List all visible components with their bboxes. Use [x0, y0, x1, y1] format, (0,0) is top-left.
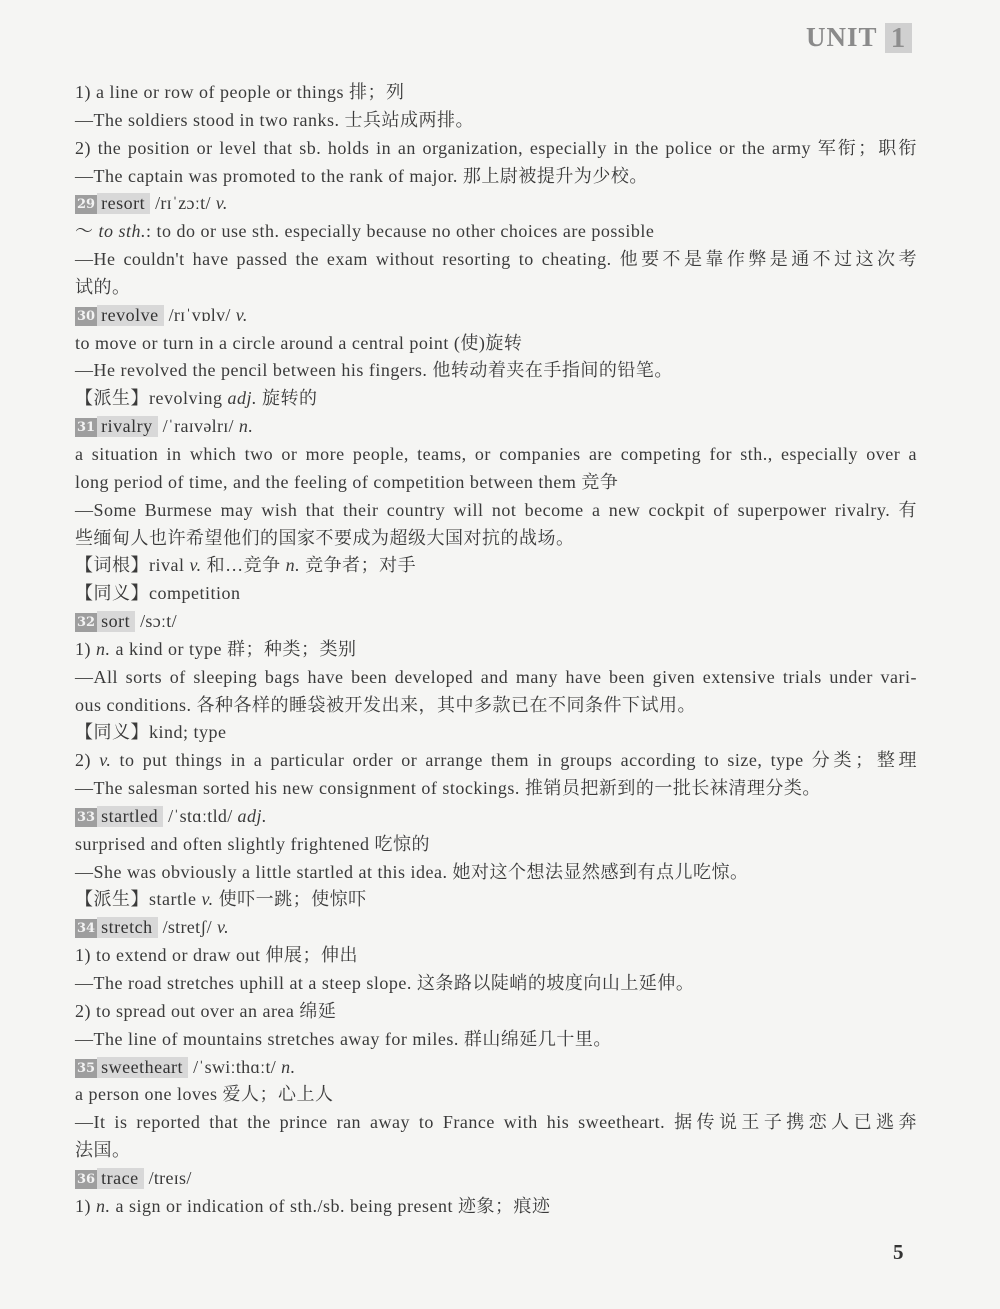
- synonym-tag: 【同义】: [75, 722, 149, 743]
- example-sentence: —The soldiers stood in two ranks. 士兵站成两排。: [75, 109, 474, 130]
- example-sentence: —Some Burmese may wish that their country will not become a new cockpit of superpower rivalry. 有: [75, 499, 917, 520]
- phonetic: /ˈstɑːtld/: [168, 805, 233, 826]
- sense-number: 1): [75, 945, 91, 966]
- synonym-line: [75, 580, 917, 608]
- derivative-line: [75, 886, 917, 914]
- headword: resort: [97, 193, 150, 214]
- sense-number: 2): [75, 137, 91, 158]
- sense-number: 1): [75, 638, 91, 659]
- part-of-speech: n.: [285, 555, 301, 576]
- phonetic: /ˈraɪvəlrɪ/: [162, 416, 234, 437]
- entry-headword-row: [75, 1054, 917, 1082]
- synonym-tag: 【同义】: [75, 583, 149, 604]
- sense-definition: to put things in a particular order or arrange them in groups according to size, type 分类；整理: [119, 750, 917, 771]
- root-meaning: 竞争者；对手: [305, 555, 417, 576]
- part-of-speech: adj.: [227, 388, 258, 409]
- part-of-speech: n.: [96, 1195, 111, 1216]
- synonym-words: competition: [149, 583, 241, 604]
- usage-pattern: to sth.: [98, 221, 147, 242]
- root-tag: 【词根】: [75, 555, 149, 576]
- part-of-speech: v.: [215, 193, 228, 214]
- part-of-speech: n.: [96, 638, 111, 659]
- example-sentence: —He revolved the pencil between his fingers. 他转动着夹在手指间的铅笔。: [75, 360, 673, 381]
- example-sentence: —The road stretches uphill at a steep slope. 这条路以陡峭的坡度向山上延伸。: [75, 973, 695, 993]
- derivative-tag: 【派生】: [75, 388, 149, 409]
- example-sentence-continued: 些缅甸人也许希望他们的国家不要成为超级大国对抗的战场。: [75, 527, 575, 548]
- entry-number-badge: 36: [77, 1171, 96, 1187]
- sense-line: [75, 1193, 917, 1221]
- headword: stretch: [97, 917, 157, 938]
- part-of-speech: v.: [235, 304, 248, 325]
- part-of-speech: v.: [99, 750, 112, 771]
- entry-number-badge: 30: [77, 308, 96, 324]
- example-sentence: —He couldn't have passed the exam without resorting to cheating. 他要不是靠作弊是通不过这次考: [75, 249, 917, 270]
- sense-definition: a sign or indication of sth./sb. being present 迹象；痕迹: [115, 1195, 551, 1216]
- sense-number: 1): [75, 82, 91, 102]
- root-line: [75, 552, 917, 580]
- example-sentence-continued: 法国。: [75, 1140, 131, 1161]
- phonetic: /sɔːt/: [140, 611, 177, 632]
- sense-definition: a line or row of people or things 排；列: [96, 82, 405, 102]
- phonetic: /ˈswiːthɑːt/: [193, 1056, 277, 1077]
- usage-definition: : to do or use sth. especially because no other choices are possible: [146, 221, 655, 242]
- sense-number: 2): [75, 1000, 91, 1021]
- sense-line: [75, 636, 917, 664]
- unit-number-badge: 1: [885, 23, 912, 53]
- part-of-speech: adj.: [237, 805, 268, 826]
- headword: sweetheart: [97, 1057, 188, 1078]
- sense-line: [75, 747, 917, 775]
- derivative-tag: 【派生】: [75, 889, 149, 910]
- entry-headword-row: [75, 413, 917, 441]
- phonetic: /treɪs/: [148, 1167, 192, 1188]
- root-word: rival: [149, 555, 185, 576]
- phonetic: /stretʃ/: [162, 917, 212, 938]
- entry-number-badge: 35: [77, 1060, 96, 1076]
- headword: rivalry: [97, 416, 157, 437]
- derivative-line: [75, 385, 917, 413]
- example-sentence-continued: 试的。: [75, 276, 131, 297]
- sense-line: [75, 942, 917, 970]
- entry-number-badge: 33: [77, 809, 96, 825]
- headword: trace: [97, 1168, 143, 1189]
- part-of-speech: v.: [201, 889, 214, 910]
- unit-label: UNIT: [806, 22, 878, 52]
- headword: startled: [97, 806, 163, 827]
- entry-number-badge: 32: [77, 615, 96, 631]
- entry-headword-row: [75, 190, 917, 218]
- part-of-speech: v.: [216, 917, 230, 938]
- synonym-words: kind; type: [149, 722, 227, 743]
- phonetic: /rɪˈzɔːt/: [155, 193, 211, 214]
- example-sentence: —The line of mountains stretches away for miles. 群山绵延几十里。: [75, 1028, 612, 1049]
- example-sentence: —The salesman sorted his new consignment of stockings. 推销员把新到的一批长袜清理分类。: [75, 778, 821, 799]
- definition: a person one loves 爱人；心上人: [75, 1084, 334, 1105]
- example-sentence: —All sorts of sleeping bags have been developed and many have been given extensive trials under vari-: [75, 666, 917, 687]
- sense-definition: to extend or draw out 伸展；伸出: [96, 945, 358, 966]
- derivative-word: revolving: [149, 388, 223, 409]
- sense-definition: a kind or type 群；种类；类别: [115, 638, 357, 659]
- root-meaning: 和…竞争: [206, 555, 281, 576]
- entry-headword-row: [75, 803, 917, 831]
- sense-line: [75, 998, 917, 1026]
- page-number: 5: [893, 1240, 904, 1264]
- part-of-speech: n.: [281, 1056, 296, 1077]
- entry-headword-row: [75, 302, 917, 330]
- sense-number: 1): [75, 1195, 91, 1216]
- headword: revolve: [97, 305, 163, 326]
- example-sentence: —The captain was promoted to the rank of major. 那上尉被提升为少校。: [75, 165, 648, 186]
- sense-number: 2): [75, 750, 91, 771]
- sense-definition: to spread out over an area 绵延: [96, 1000, 337, 1021]
- example-sentence-continued: ous conditions. 各种各样的睡袋被开发出来，其中多款已在不同条件下试用。: [75, 694, 696, 715]
- vocabulary-list: [75, 79, 917, 1221]
- usage-line: [75, 218, 917, 246]
- entry-number-badge: 31: [77, 420, 96, 436]
- sense-line: [75, 79, 917, 107]
- derivative-meaning: 旋转的: [262, 388, 318, 409]
- entry-headword-row: [75, 608, 917, 636]
- entry-headword-row: [75, 1165, 917, 1193]
- entry-number-badge: 34: [77, 921, 96, 937]
- derivative-word: startle: [149, 889, 197, 910]
- synonym-line: [75, 719, 917, 747]
- sense-line: [75, 135, 917, 163]
- definition: surprised and often slightly frightened 吃惊的: [75, 833, 430, 854]
- entry-headword-row: [75, 914, 917, 942]
- example-sentence: —It is reported that the prince ran away to France with his sweetheart. 据传说王子携恋人已逃奔: [75, 1112, 917, 1133]
- example-sentence: —She was obviously a little startled at this idea. 她对这个想法显然感到有点儿吃惊。: [75, 861, 749, 882]
- part-of-speech: n.: [238, 416, 254, 437]
- phonetic: /rɪˈvɒlv/: [168, 304, 231, 325]
- definition: to move or turn in a circle around a central point (使)旋转: [75, 332, 523, 353]
- definition: a situation in which two or more people, teams, or companies are competing for sth., especially over a: [75, 443, 917, 464]
- part-of-speech: v.: [189, 555, 202, 576]
- unit-header: [806, 22, 912, 54]
- tilde-symbol: ～: [75, 221, 94, 242]
- definition-continued: long period of time, and the feeling of competition between them 竞争: [75, 471, 619, 492]
- entry-number-badge: 29: [77, 197, 96, 213]
- headword: sort: [97, 611, 135, 632]
- derivative-meaning: 使吓一跳；使惊吓: [218, 889, 367, 910]
- sense-definition: the position or level that sb. holds in an organization, especially in the police or the army 军衔；职衔: [97, 137, 918, 158]
